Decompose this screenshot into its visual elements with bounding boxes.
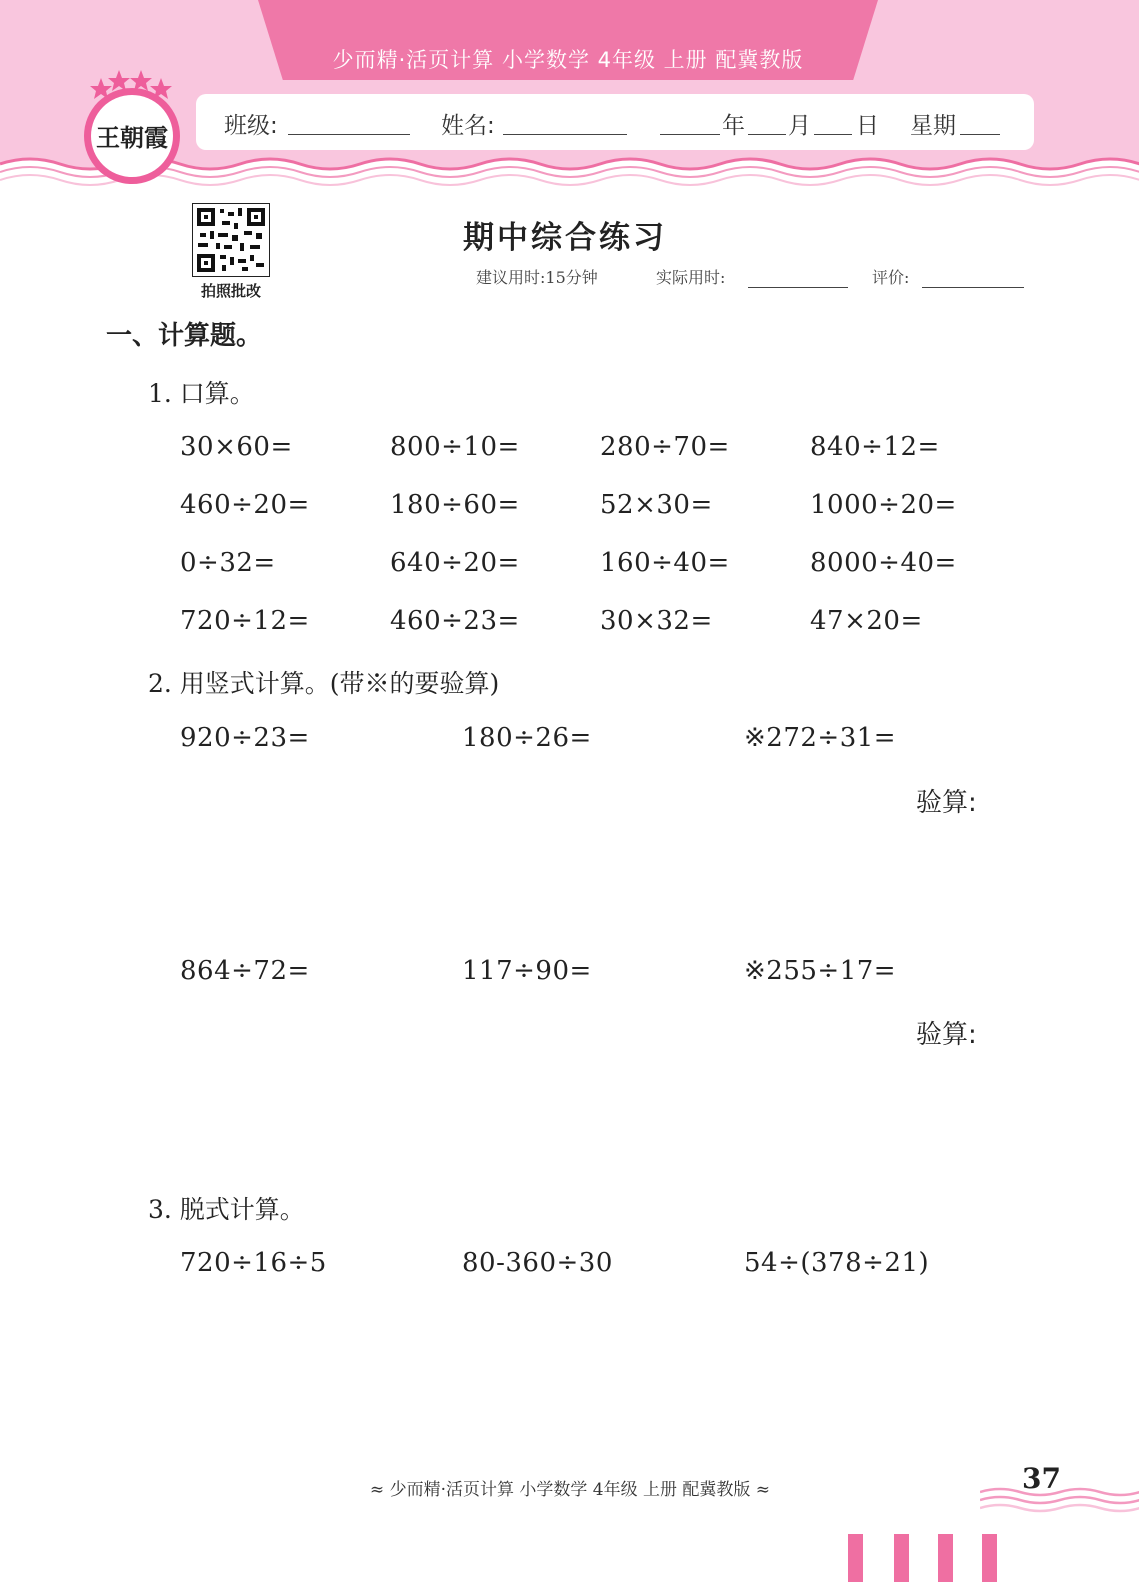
part1-label: 1. 口算。: [148, 379, 255, 408]
month-field[interactable]: [748, 134, 786, 135]
name-field[interactable]: [503, 134, 627, 135]
day-field[interactable]: [814, 134, 852, 135]
year-label: 年: [722, 113, 745, 139]
week-label: 星期: [910, 113, 956, 139]
page-tab-marker: [938, 1534, 953, 1582]
month-label: 月: [788, 113, 811, 139]
page-number: 37: [1022, 1462, 1061, 1495]
section-heading: 一、计算题。: [106, 321, 263, 351]
oral-problem: 280÷70=: [600, 432, 730, 462]
brand-logo: [76, 68, 188, 186]
page-tab-marker: [848, 1534, 863, 1582]
oral-problem: 30×32=: [600, 606, 713, 636]
suggested-time: 建议用时:15分钟: [476, 268, 598, 287]
vertical-problem: 920÷23=: [180, 723, 310, 753]
page-tab-marker: [982, 1534, 997, 1582]
oral-problem: 180÷60=: [390, 490, 520, 520]
oral-problem: 800÷10=: [390, 432, 520, 462]
footer-series-text: ≈ 少而精·活页计算 小学数学 4年级 上册 配冀教版 ≈: [369, 1480, 771, 1500]
actual-time-label: 实际用时:: [656, 268, 726, 287]
vertical-problem: 117÷90=: [462, 956, 592, 986]
vertical-problem: 864÷72=: [180, 956, 310, 986]
svg-text:王朝霞: 王朝霞: [96, 123, 168, 152]
check-label: 验算:: [916, 788, 977, 818]
oral-problem: 460÷23=: [390, 606, 520, 636]
stepwise-problem: 54÷(378÷21): [744, 1248, 930, 1278]
day-label: 日: [856, 113, 879, 139]
year-field[interactable]: [660, 134, 720, 135]
part2-label: 2. 用竖式计算。(带※的要验算): [148, 669, 500, 698]
evaluation-label: 评价:: [872, 268, 910, 287]
part3-label: 3. 脱式计算。: [148, 1195, 305, 1224]
week-field[interactable]: [960, 134, 1000, 135]
evaluation-field[interactable]: [922, 287, 1024, 288]
oral-problem: 840÷12=: [810, 432, 940, 462]
oral-problem: 640÷20=: [390, 548, 520, 578]
oral-problem: 460÷20=: [180, 490, 310, 520]
series-title: 少而精·活页计算 小学数学 4年级 上册 配冀教版: [332, 48, 804, 72]
class-label: 班级:: [224, 113, 278, 139]
page-title: 期中综合练习: [463, 220, 667, 256]
name-label: 姓名:: [441, 113, 495, 139]
qr-caption: 拍照批改: [200, 282, 261, 300]
oral-problem: 0÷32=: [180, 548, 276, 578]
qr-code[interactable]: [192, 203, 270, 277]
oral-problem: 47×20=: [810, 606, 923, 636]
oral-problem: 30×60=: [180, 432, 293, 462]
oral-problem: 160÷40=: [600, 548, 730, 578]
oral-problem: 720÷12=: [180, 606, 310, 636]
oral-problem: 1000÷20=: [810, 490, 957, 520]
vertical-problem: ※272÷31=: [744, 723, 897, 753]
stepwise-problem: 720÷16÷5: [180, 1248, 327, 1278]
student-info-bar: [196, 94, 1034, 150]
page-tab-marker: [894, 1534, 909, 1582]
check-label: 验算:: [916, 1020, 977, 1050]
stepwise-problem: 80-360÷30: [462, 1248, 613, 1278]
oral-problem: 8000÷40=: [810, 548, 957, 578]
class-field[interactable]: [288, 134, 410, 135]
actual-time-field[interactable]: [748, 287, 848, 288]
oral-problem: 52×30=: [600, 490, 713, 520]
vertical-problem: 180÷26=: [462, 723, 592, 753]
vertical-problem: ※255÷17=: [744, 956, 897, 986]
